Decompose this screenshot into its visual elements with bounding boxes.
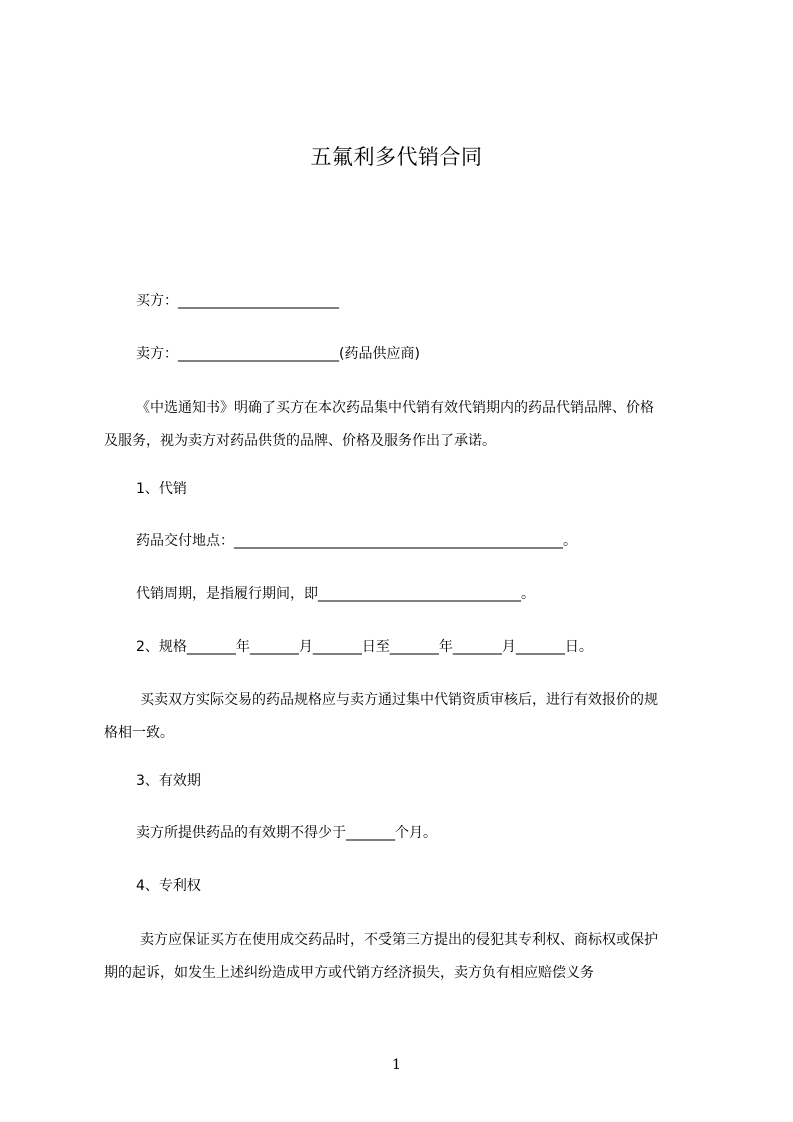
delivery-location-line: 药品交付地点：_______________________________________________。: [136, 533, 577, 549]
intro-paragraph: 《中选通知书》明确了买方在本次药品集中代销有效代销期内的药品代销品牌、价格及服务，视为卖方对药品供货的品牌、价格及服务作出了承诺。: [104, 400, 654, 449]
section-4-heading: 4、专利权: [136, 878, 201, 894]
buyer-line: 买方：_______________________: [136, 293, 339, 309]
specification-paragraph: 买卖双方实际交易的药品规格应与卖方通过集中代销资质审核后，进行有效报价的规格相一致。: [104, 692, 658, 741]
sales-period-line: 代销周期，是指履行期间，即_____________________________。: [136, 586, 535, 602]
section-2-heading-line: 2、规格_______年_______月_______日至_______年_______月_______日。: [136, 639, 593, 655]
patent-paragraph: 卖方应保证买方在使用成交药品时，不受第三方提出的侵犯其专利权、商标权或保护期的起诉，如发生上述纠纷造成甲方或代销方经济损失，卖方负有相应赔偿义务: [104, 932, 658, 981]
page-number: 1: [392, 1057, 401, 1073]
section-1-heading: 1、代销: [136, 481, 187, 497]
document-title: 五氟利多代销合同: [310, 145, 483, 169]
section-3-heading: 3、有效期: [136, 773, 201, 789]
seller-line: 卖方：_______________________(药品供应商): [136, 346, 420, 362]
validity-line: 卖方所提供药品的有效期不得少于_______个月。: [136, 825, 437, 841]
